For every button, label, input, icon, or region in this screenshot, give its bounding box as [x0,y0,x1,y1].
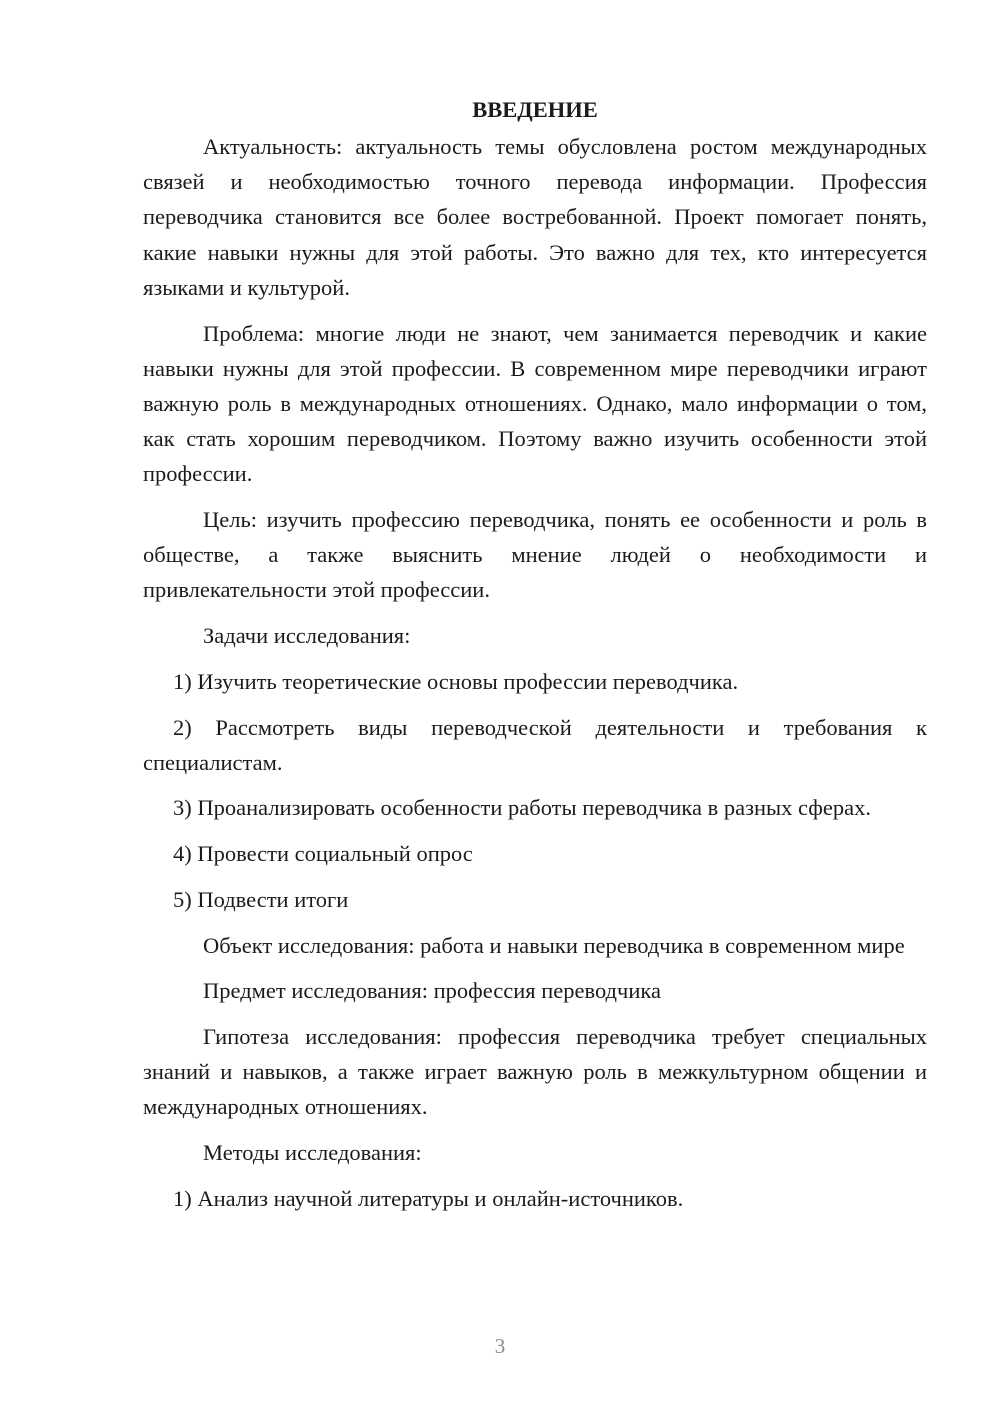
paragraph-relevance: Актуальность: актуальность темы обусловлена ростом международных связей и необходимостью точного перевода информации. Профессия переводчика становится все более востребованной. Проект помогает понять, какие навыки нужны для этой работы. Это важно для тех, кто интересуется языками и культурой. [143,134,927,300]
task-item-4: 4) Провести социальный опрос [173,841,473,867]
paragraph-hypothesis: Гипотеза исследования: профессия переводчика требует специальных знаний и навыков, а также играет важную роль в межкультурном общении и международных отношениях. [143,1023,927,1120]
task-item-5: 5) Подвести итоги [173,886,349,912]
methods-heading: Методы исследования: [203,1140,422,1166]
task-item-2: 2) Рассмотреть виды переводческой деятельности и требования к специалистам. [143,714,927,775]
paragraph-object: Объект исследования: работа и навыки переводчика в современном мире [203,932,905,958]
paragraph-problem: Проблема: многие люди не знают, чем занимается переводчик и какие навыки нужны для этой профессии. В современном мире переводчики играют важную роль в международных отношениях. Однако, мало информации о том, как стать хорошим переводчиком. Поэтому важно изучить особенности этой профессии. [143,320,927,487]
task-item-3: 3) Проанализировать особенности работы переводчика в разных сферах. [173,795,871,821]
page-content [143,92,927,1216]
section-title: ВВЕДЕНИЕ [472,97,598,122]
method-item-1: 1) Анализ научной литературы и онлайн-источников. [173,1185,684,1211]
page-number: 3 [494,1334,506,1358]
paragraph-subject: Предмет исследования: профессия переводчика [203,978,661,1004]
paragraph-goal: Цель: изучить профессию переводчика, понять ее особенности и роль в обществе, а также выяснить мнение людей о необходимости и привлекательности этой профессии. [143,507,927,603]
tasks-heading: Задачи исследования: [203,623,411,649]
task-item-1: 1) Изучить теоретические основы профессии переводчика. [173,668,739,694]
